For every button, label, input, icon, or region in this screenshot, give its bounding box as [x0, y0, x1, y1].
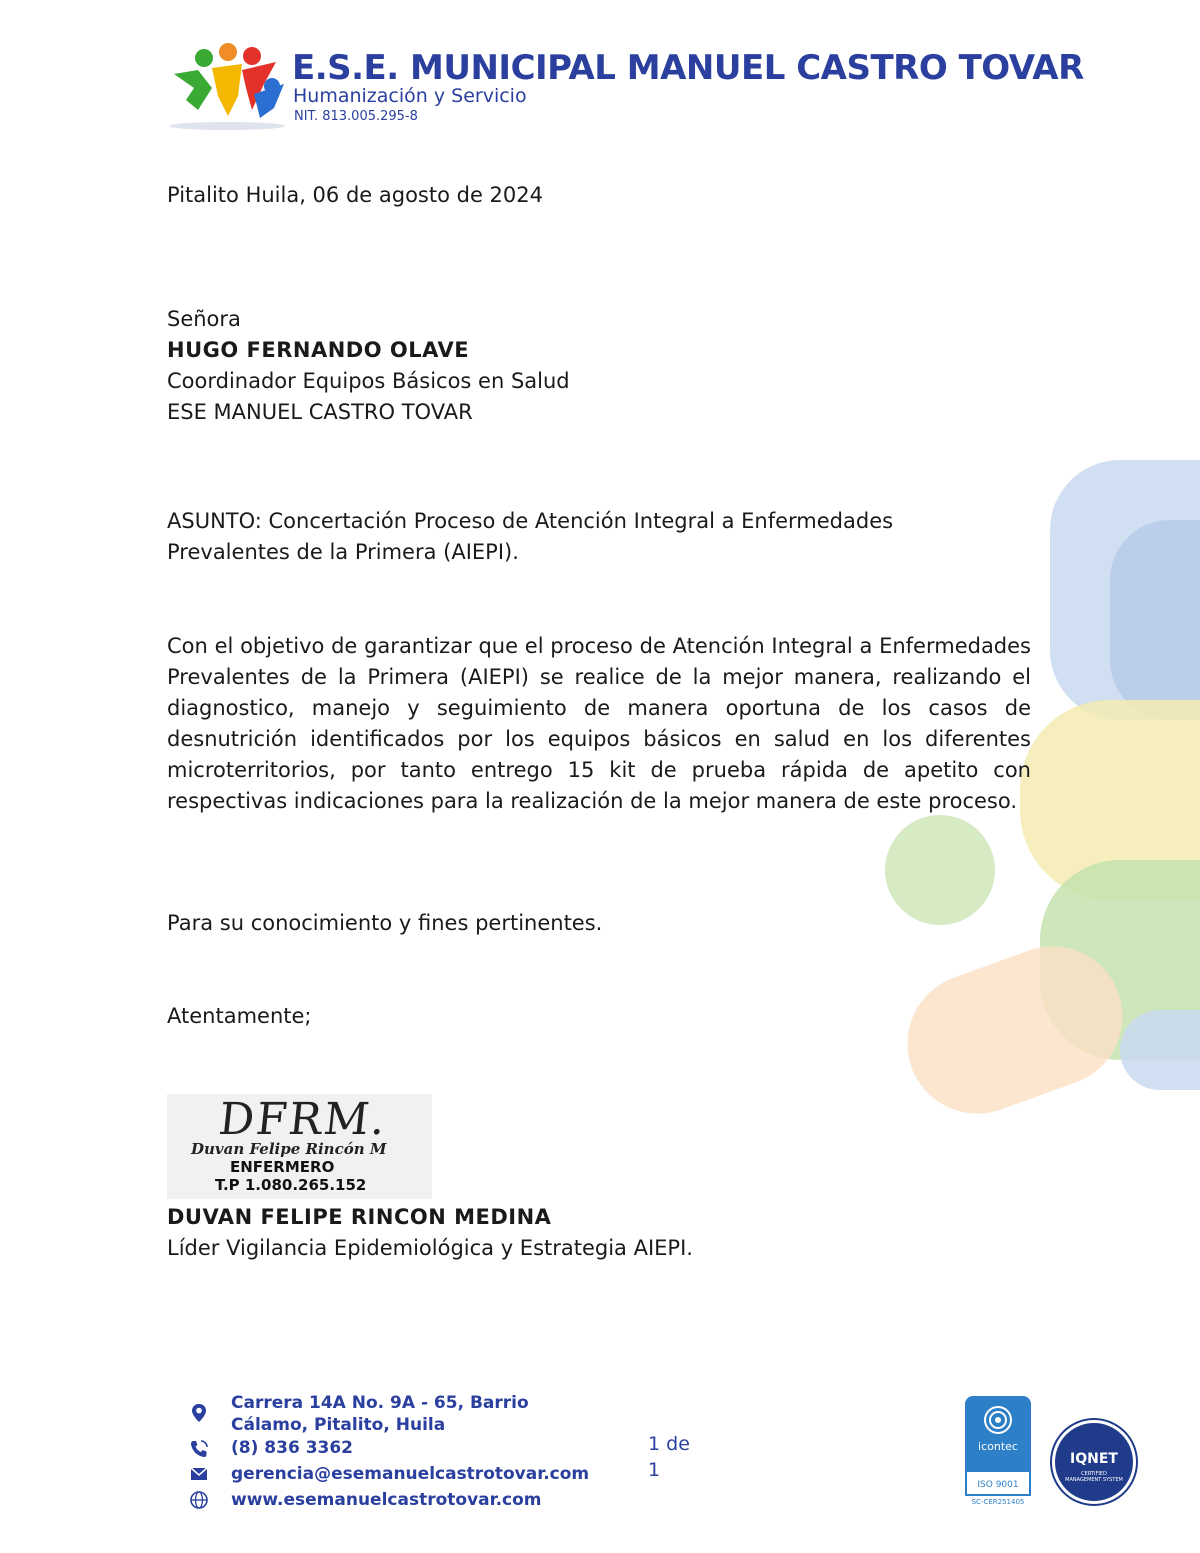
- subject-line-2: Prevalentes de la Primera (AIEPI).: [167, 540, 519, 564]
- page-number-line-1: 1 de: [648, 1433, 690, 1455]
- place-date: Pitalito Huila, 06 de agosto de 2024: [167, 183, 543, 207]
- signature-initials: DFRM.: [216, 1094, 390, 1145]
- recipient-org: ESE MANUEL CASTRO TOVAR: [167, 400, 473, 424]
- recipient-name: HUGO FERNANDO OLAVE: [167, 338, 470, 362]
- org-name: E.S.E. MUNICIPAL MANUEL CASTRO TOVAR: [292, 48, 1084, 88]
- address-line-1: Carrera 14A No. 9A - 65, Barrio: [231, 1393, 529, 1413]
- phone-icon: [188, 1438, 210, 1460]
- location-pin-icon: [188, 1402, 210, 1424]
- icontec-badge: [965, 1396, 1031, 1506]
- iso-label: ISO 9001: [977, 1480, 1019, 1490]
- address-line-2: Cálamo, Pitalito, Huila: [231, 1415, 446, 1435]
- stamp-tp: T.P 1.080.265.152: [215, 1176, 367, 1194]
- phone-number: (8) 836 3362: [231, 1438, 354, 1458]
- email-link[interactable]: gerencia@esemanuelcastrotovar.com: [231, 1464, 590, 1484]
- iqnet-badge: [1052, 1420, 1136, 1504]
- page-number-line-2: 1: [648, 1459, 661, 1481]
- stamp-name: Duvan Felipe Rincón M: [191, 1140, 387, 1158]
- signer-name: DUVAN FELIPE RINCON MEDINA: [167, 1205, 552, 1229]
- stamp-role: ENFERMERO: [230, 1158, 335, 1176]
- org-nit: NIT. 813.005.295-8: [294, 109, 418, 124]
- closing-note: Para su conocimiento y fines pertinentes.: [167, 911, 603, 935]
- email-icon: [188, 1463, 210, 1485]
- deco-blue-shape: [1120, 1010, 1200, 1090]
- recipient-title: Coordinador Equipos Básicos en Salud: [167, 369, 570, 393]
- website-link[interactable]: www.esemanuelcastrotovar.com: [231, 1490, 542, 1510]
- deco-green-circle: [885, 815, 995, 925]
- iqnet-label: IQNET: [1070, 1451, 1118, 1467]
- org-tagline: Humanización y Servicio: [293, 85, 527, 107]
- closing: Atentamente;: [167, 1004, 312, 1028]
- people-logo-icon: [168, 40, 286, 132]
- body-paragraph: Con el objetivo de garantizar que el proceso de Atención Integral a Enfermedades Prevalentes de la Primera (AIEPI) se realice de la mejor manera, realizando el diagnostico, manejo y seguimiento de manera oportuna de los casos de desnutrición identificados por los equipos básicos en salud en los diferentes microterritorios, por tanto entrego 15 kit de prueba rápida de apetito con respectivas indicaciones para la realización de la mejor manera de este proceso.: [167, 634, 1031, 813]
- signer-title: Líder Vigilancia Epidemiológica y Estrategia AIEPI.: [167, 1236, 693, 1260]
- cert-code: SC-CER251405: [971, 1498, 1025, 1506]
- icontec-label: icontec: [978, 1440, 1018, 1453]
- iqnet-sublabel: CERTIFIED MANAGEMENT SYSTEM: [1065, 1471, 1123, 1483]
- page-number: [648, 1431, 690, 1483]
- signature-stamp: [167, 1094, 432, 1199]
- subject-line-1: ASUNTO: Concertación Proceso de Atención Integral a Enfermedades: [167, 509, 894, 533]
- globe-icon: [188, 1489, 210, 1511]
- deco-blue-shape: [1110, 520, 1200, 720]
- salutation: Señora: [167, 307, 241, 331]
- icontec-logo-icon: [982, 1404, 1014, 1436]
